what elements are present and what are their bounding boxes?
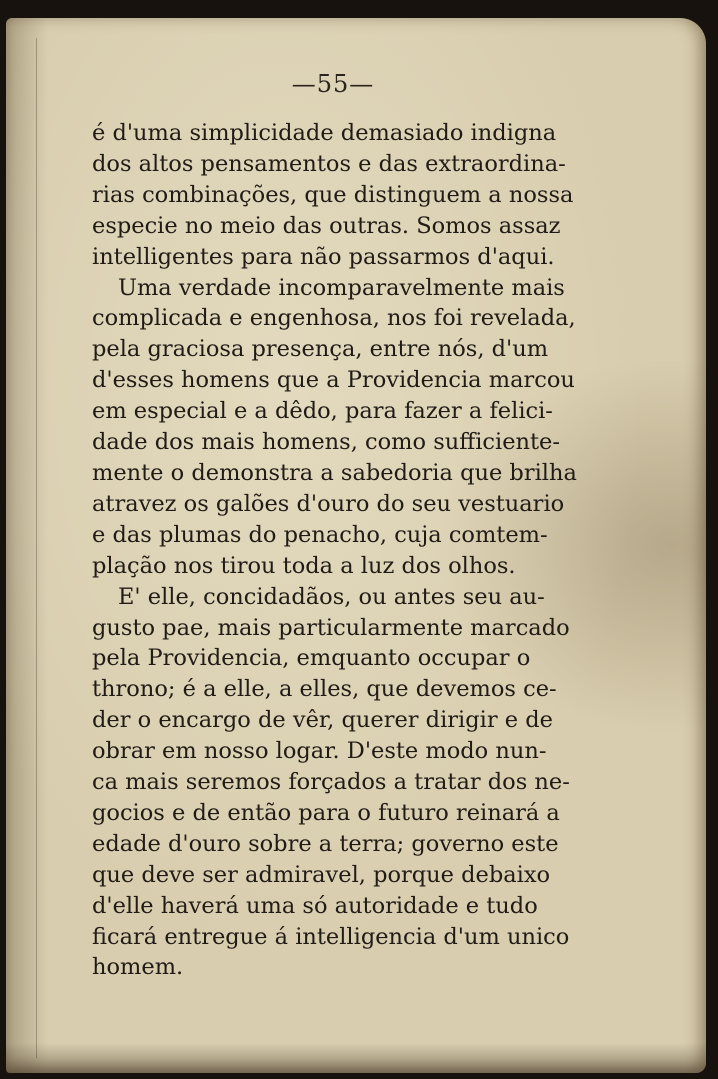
text-line: especie no meio das outras. Somos assaz <box>92 212 561 239</box>
text-line: é d'uma simplicidade demasiado indigna <box>92 120 557 146</box>
text-line: gocios e de então para o futuro reinará a <box>92 799 560 826</box>
text-line: que deve ser admiravel, porque debaixo <box>92 861 551 888</box>
text-line: atravez os galões d'ouro do seu vestuario <box>92 490 565 517</box>
text-line: d'elle haverá uma só autoridade e tudo <box>92 892 538 919</box>
paragraph-start-line: E' elle, concidadãos, ou antes seu au- <box>118 583 545 610</box>
text-line: ca mais seremos forçados a tratar dos ne- <box>92 769 570 796</box>
text-line: intelligentes para não passarmos d'aqui. <box>92 243 555 270</box>
text-line: pela Providencia, emquanto occupar o <box>92 645 531 672</box>
paragraph-start-line: Uma verdade incomparavelmente mais <box>118 274 565 301</box>
page-edge-stain <box>6 1043 706 1073</box>
text-line: e das plumas do penacho, cuja comtem- <box>92 521 548 548</box>
text-line: homem. <box>92 954 184 981</box>
body-text <box>92 118 592 983</box>
text-line: ficará entregue á intelligencia d'um unico <box>92 923 570 950</box>
text-line: obrar em nosso logar. D'este modo nun- <box>92 738 547 765</box>
text-line: pela graciosa presença, entre nós, d'um <box>92 336 549 363</box>
text-line: dade dos mais homens, como sufficiente- <box>92 429 560 456</box>
page-number: —55— <box>291 70 375 98</box>
text-line: der o encargo de vêr, querer dirigir e de <box>92 707 553 734</box>
text-line: edade d'ouro sobre a terra; governo este <box>92 830 559 857</box>
text-line: em especial e a dêdo, para fazer a felici- <box>92 398 553 425</box>
text-line: plação nos tirou toda a luz dos olhos. <box>92 552 516 579</box>
binding-edge <box>36 38 37 1058</box>
text-line: rias combinações, que distinguem a nossa <box>92 181 574 208</box>
text-line: d'esses homens que a Providencia marcou <box>92 367 575 394</box>
text-line: throno; é a elle, a elles, que devemos ce- <box>92 676 557 703</box>
text-line: complicada e engenhosa, nos foi revelada, <box>92 305 576 332</box>
text-line: dos altos pensamentos e das extraordina- <box>92 150 566 177</box>
text-line: mente o demonstra a sabedoria que brilha <box>92 459 577 486</box>
text-line: gusto pae, mais particularmente marcado <box>92 614 570 641</box>
